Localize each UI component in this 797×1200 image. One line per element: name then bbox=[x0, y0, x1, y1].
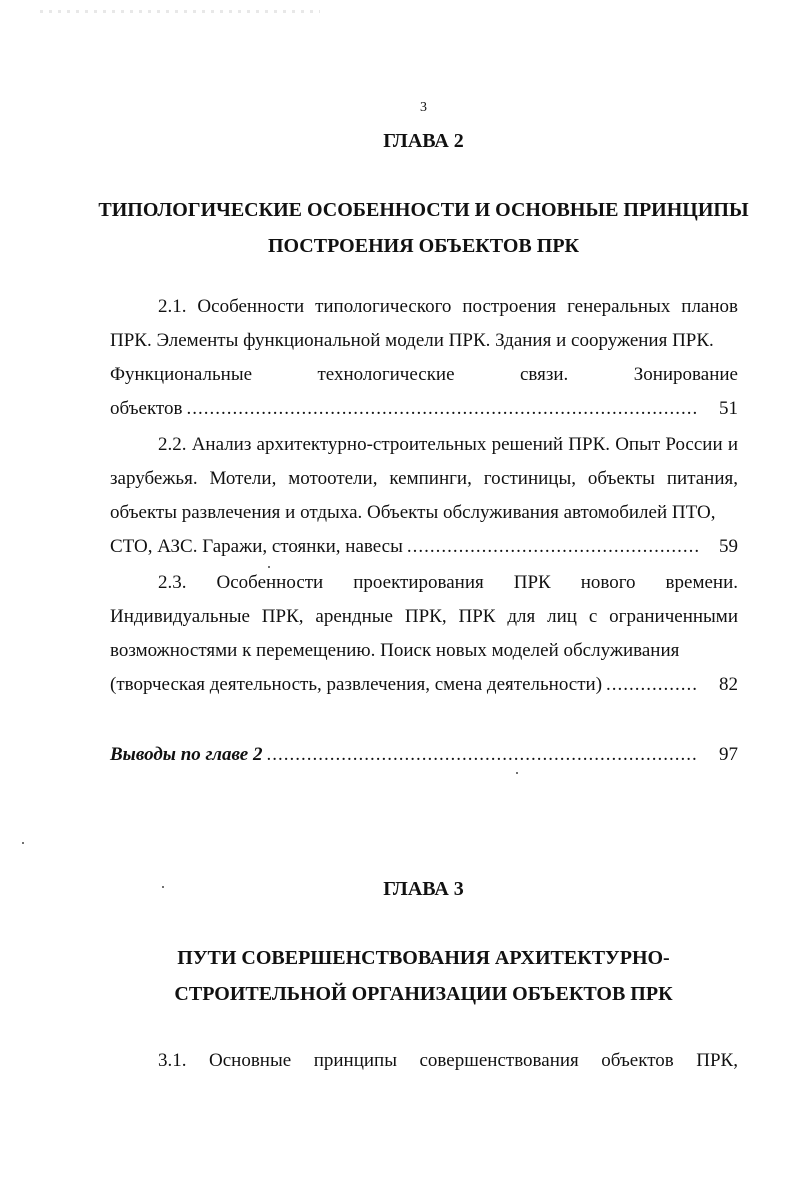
toc-word: связи. bbox=[519, 364, 569, 385]
toc-entry-text: 2.3. Особенности проектирования ПРК нового времени. Индивидуальные ПРК, арендные ПРК, ПРК для лиц с ограниченными возможностями к перемещению. Поиск новых моделей обслуживания bbox=[110, 572, 738, 661]
chapter-3-title bbox=[90, 940, 757, 1012]
toc-leader-dots bbox=[266, 738, 698, 772]
toc-entry-leader-line bbox=[110, 530, 738, 564]
toc-word: Зонирование bbox=[633, 364, 738, 385]
toc-entry-2-3[interactable] bbox=[110, 566, 738, 702]
toc-entry-last-line: объектов bbox=[110, 398, 183, 419]
toc-entry-2-2[interactable] bbox=[110, 428, 738, 564]
toc-entry-text: 2.2. Анализ архитектурно-строительных решений ПРК. Опыт России и зарубежья. Мотели, мотоотели, кемпинги, гостиницы, объекты питания, объекты развлечения и отдыха. Объекты обслуживания автомобилей ПТО, bbox=[110, 434, 738, 523]
page-number: 3 bbox=[420, 100, 427, 115]
toc-entry-leader-line bbox=[110, 668, 738, 702]
toc-entry-conclusion[interactable] bbox=[110, 738, 738, 772]
toc-entry-spread-line bbox=[158, 1044, 738, 1078]
toc-entry-leader-line bbox=[110, 392, 738, 426]
chapter-2-title-line: ТИПОЛОГИЧЕСКИЕ ОСОБЕННОСТИ И ОСНОВНЫЕ ПРИНЦИПЫ bbox=[98, 199, 749, 221]
chapter-2-heading: ГЛАВА 2 bbox=[383, 130, 464, 152]
toc-word: совершенствования bbox=[419, 1050, 579, 1071]
scan-speck bbox=[516, 772, 518, 774]
toc-leader-dots bbox=[186, 392, 698, 426]
toc-page-number: 59 bbox=[719, 536, 738, 557]
toc-word: технологические bbox=[317, 364, 455, 385]
conclusion-label: Выводы по главе 2 bbox=[110, 744, 263, 765]
toc-entry-text: 2.1. Особенности типологического построения генеральных планов ПРК. Элементы функциональной модели ПРК. Здания и сооружения ПРК. bbox=[110, 296, 738, 351]
toc-entry-spread-line bbox=[110, 358, 738, 392]
chapter-2-title bbox=[90, 192, 757, 264]
toc-page-number: 82 bbox=[719, 674, 738, 695]
chapter-3-heading: ГЛАВА 3 bbox=[383, 878, 464, 900]
toc-entry-leader-line bbox=[110, 738, 738, 772]
toc-entry-3-1[interactable] bbox=[158, 1044, 738, 1078]
toc-page-number: 51 bbox=[719, 398, 738, 419]
chapter-2-title-line: ПОСТРОЕНИЯ ОБЪЕКТОВ ПРК bbox=[267, 235, 580, 257]
toc-entry-last-line: СТО, АЗС. Гаражи, стоянки, навесы bbox=[110, 536, 403, 557]
toc-word: ПРК, bbox=[696, 1050, 738, 1071]
toc-entry-2-1[interactable] bbox=[110, 290, 738, 426]
toc-word: Основные bbox=[209, 1050, 292, 1071]
toc-word: принципы bbox=[313, 1050, 397, 1071]
toc-leader-dots bbox=[407, 530, 698, 564]
toc-entry-last-line: (творческая деятельность, развлечения, смена деятельности) bbox=[110, 674, 603, 695]
toc-word: 3.1. bbox=[158, 1050, 187, 1071]
chapter-3-title-line: ПУТИ СОВЕРШЕНСТВОВАНИЯ АРХИТЕКТУРНО- bbox=[177, 947, 670, 969]
chapter-3-title-line: СТРОИТЕЛЬНОЙ ОРГАНИЗАЦИИ ОБЪЕКТОВ ПРК bbox=[174, 983, 673, 1005]
scan-artifact bbox=[40, 10, 320, 13]
toc-word: Функциональные bbox=[110, 364, 253, 385]
scan-speck bbox=[22, 842, 24, 844]
toc-leader-dots bbox=[606, 668, 698, 702]
toc-page-number: 97 bbox=[719, 744, 738, 765]
toc-word: объектов bbox=[601, 1050, 674, 1071]
